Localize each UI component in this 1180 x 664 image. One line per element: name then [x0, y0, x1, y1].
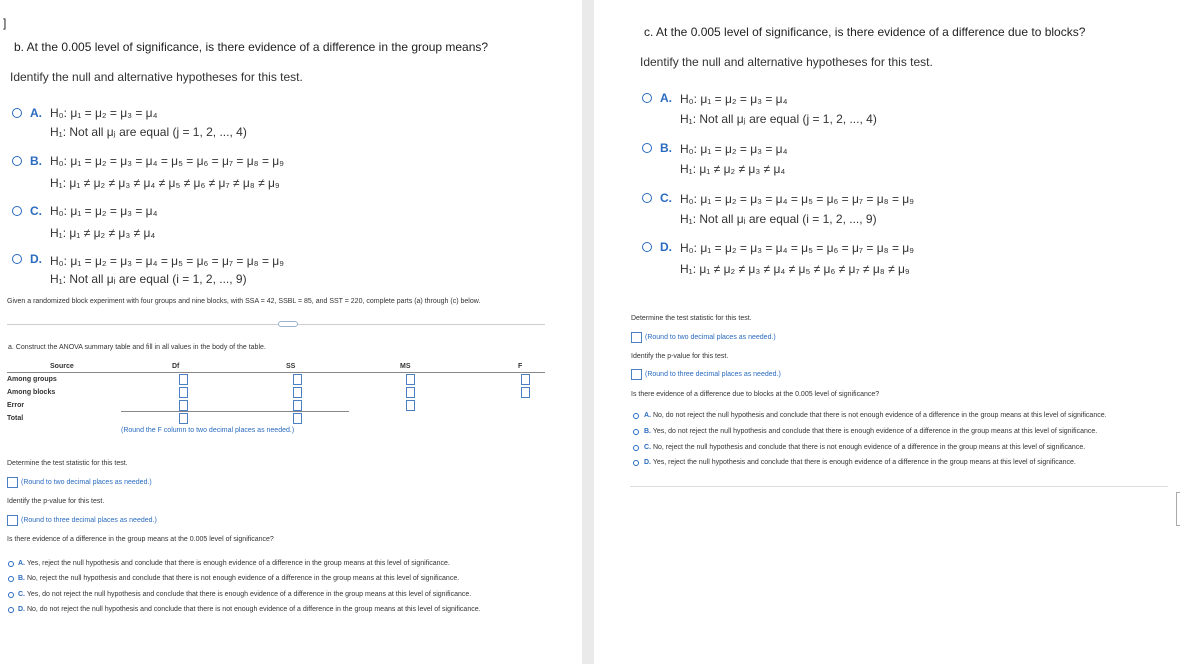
df-total-input[interactable] [179, 413, 188, 424]
option-letter: A. [30, 106, 42, 120]
bracket-mark: ] [3, 16, 7, 30]
alt-hypothesis: H₁: Not all μⱼ are equal (j = 1, 2, ..., 4) [680, 112, 877, 126]
ss-total-input[interactable] [293, 413, 302, 424]
null-hypothesis: H₀: μ₁ = μ₂ = μ₃ = μ₄ [680, 142, 788, 156]
radio-b[interactable] [12, 156, 22, 166]
ss-blocks-input[interactable] [293, 387, 302, 398]
alt-hypothesis: H₁: Not all μⱼ are equal (j = 1, 2, ..., 4) [50, 125, 247, 139]
radio-conclusion-d[interactable] [633, 460, 639, 466]
alt-hypothesis: H₁: μ₁ ≠ μ₂ ≠ μ₃ ≠ μ₄ [50, 226, 156, 240]
conclusion-text: No, reject the null hypothesis and conclude that there is not enough evidence of a difference in the group means at this level of significance. [26, 575, 460, 582]
row-error: Error [7, 402, 25, 409]
left-round-three: (Round to three decimal places as needed.) [21, 517, 157, 524]
right-divider [630, 486, 1168, 487]
right-round-two: (Round to two decimal places as needed.) [645, 334, 776, 341]
right-evidence-question: Is there evidence of a difference due to blocks at the 0.005 level of significance? [631, 391, 880, 398]
part-b-title: b. At the 0.005 level of significance, is there evidence of a difference in the group means? [14, 40, 489, 54]
round-f-note: (Round the F column to two decimal places as needed.) [121, 427, 295, 434]
table-header-line [7, 372, 545, 373]
f-groups-input[interactable] [521, 374, 530, 385]
part-c-title: c. At the 0.005 level of significance, is there evidence of a difference due to blocks? [644, 25, 1086, 39]
conclusion-text: No, do not reject the null hypothesis and conclude that there is not enough evidence of a difference in the group means at this level of significance. [26, 606, 481, 613]
ss-error-input[interactable] [293, 400, 302, 411]
ms-error-input[interactable] [406, 400, 415, 411]
radio-a[interactable] [12, 108, 22, 118]
col-df: Df [172, 363, 180, 370]
right-round-three: (Round to three decimal places as needed.) [645, 371, 781, 378]
option-letter: D. [30, 252, 42, 266]
table-total-line [121, 411, 349, 412]
panel-divider [582, 0, 594, 664]
radio-conclusion-a[interactable] [633, 413, 639, 419]
radio-b[interactable] [642, 143, 652, 153]
radio-d[interactable] [12, 254, 22, 264]
radio-conclusion-c[interactable] [633, 445, 639, 451]
df-blocks-input[interactable] [179, 387, 188, 398]
option-letter: A. [660, 91, 672, 105]
conclusion-text: Yes, reject the null hypothesis and conclude that there is enough evidence of a difference in the group means at this level of significance. [26, 560, 450, 567]
radio-conclusion-b[interactable] [8, 576, 14, 582]
null-hypothesis: H₀: μ₁ = μ₂ = μ₃ = μ₄ = μ₅ = μ₆ = μ₇ = μ₈ = μ₉ [50, 254, 284, 268]
ms-blocks-input[interactable] [406, 387, 415, 398]
right-det-stat: Determine the test statistic for this test. [631, 315, 752, 322]
letter: B. [644, 428, 651, 435]
left-identify-p: Identify the p-value for this test. [7, 498, 105, 505]
df-groups-input[interactable] [179, 374, 188, 385]
null-hypothesis: H₀: μ₁ = μ₂ = μ₃ = μ₄ [50, 106, 158, 120]
left-p-value-input[interactable] [7, 515, 18, 526]
null-hypothesis: H₀: μ₁ = μ₂ = μ₃ = μ₄ [680, 92, 788, 106]
null-hypothesis: H₀: μ₁ = μ₂ = μ₃ = μ₄ = μ₅ = μ₆ = μ₇ = μ₈ = μ₉ [680, 192, 914, 206]
left-identify-text: Identify the null and alternative hypotheses for this test. [10, 70, 303, 84]
alt-hypothesis: H₁: μ₁ ≠ μ₂ ≠ μ₃ ≠ μ₄ [680, 162, 786, 176]
conclusion-text: Yes, do not reject the null hypothesis and conclude that there is enough evidence of a difference in the group means at this level of significance. [26, 591, 472, 598]
ss-groups-input[interactable] [293, 374, 302, 385]
alt-hypothesis: H₁: μ₁ ≠ μ₂ ≠ μ₃ ≠ μ₄ ≠ μ₅ ≠ μ₆ ≠ μ₇ ≠ μ₈ ≠ μ₉ [680, 262, 910, 276]
alt-hypothesis: H₁: Not all μᵢ are equal (i = 1, 2, ..., 9) [680, 212, 877, 226]
given-statement: Given a randomized block experiment with four groups and nine blocks, with SSA = 42, SSBL = 85, and SST = 220, complete parts (a) through (c) below. [7, 298, 481, 305]
alt-hypothesis: H₁: Not all μᵢ are equal (i = 1, 2, ..., 9) [50, 272, 247, 286]
divider [7, 324, 545, 325]
radio-c[interactable] [12, 206, 22, 216]
row-total: Total [7, 415, 24, 422]
option-letter: B. [30, 154, 42, 168]
conclusion-text: No, do not reject the null hypothesis and conclude that there is not enough evidence of a difference in the group means at this level of significance. [652, 412, 1107, 419]
right-test-stat-input[interactable] [631, 332, 642, 343]
letter: C. [18, 591, 25, 598]
option-letter: D. [660, 240, 672, 254]
row-among-groups: Among groups [7, 376, 57, 383]
option-letter: C. [660, 191, 672, 205]
right-identify-p: Identify the p-value for this test. [631, 353, 729, 360]
left-test-stat-input[interactable] [7, 477, 18, 488]
part-a-title: a. Construct the ANOVA summary table and fill in all values in the body of the table. [8, 344, 266, 351]
conclusion-text: Yes, do not reject the null hypothesis and conclude that there is enough evidence of a difference in the group means at this level of significance. [652, 428, 1098, 435]
conclusion-text: No, reject the null hypothesis and conclude that there is not enough evidence of a difference in the group means at this level of significance. [652, 444, 1086, 451]
scroll-indicator [1176, 492, 1180, 526]
col-ss: SS [286, 363, 296, 370]
null-hypothesis: H₀: μ₁ = μ₂ = μ₃ = μ₄ [50, 204, 158, 218]
letter: A. [644, 412, 651, 419]
letter: B. [18, 575, 25, 582]
null-hypothesis: H₀: μ₁ = μ₂ = μ₃ = μ₄ = μ₅ = μ₆ = μ₇ = μ₈ = μ₉ [50, 154, 284, 168]
left-round-two: (Round to two decimal places as needed.) [21, 479, 152, 486]
radio-c[interactable] [642, 193, 652, 203]
left-det-stat: Determine the test statistic for this test. [7, 460, 128, 467]
radio-d[interactable] [642, 242, 652, 252]
null-hypothesis: H₀: μ₁ = μ₂ = μ₃ = μ₄ = μ₅ = μ₆ = μ₇ = μ₈ = μ₉ [680, 241, 914, 255]
letter: A. [18, 560, 25, 567]
radio-conclusion-b[interactable] [633, 429, 639, 435]
expand-dots-button[interactable] [278, 321, 298, 327]
df-error-input[interactable] [179, 400, 188, 411]
radio-conclusion-d[interactable] [8, 607, 14, 613]
col-f: F [518, 363, 523, 370]
letter: D. [18, 606, 25, 613]
option-letter: C. [30, 204, 42, 218]
row-among-blocks: Among blocks [7, 389, 56, 396]
ms-groups-input[interactable] [406, 374, 415, 385]
option-letter: B. [660, 141, 672, 155]
letter: C. [644, 444, 651, 451]
radio-a[interactable] [642, 93, 652, 103]
left-evidence-question: Is there evidence of a difference in the group means at the 0.005 level of significance? [7, 536, 274, 543]
conclusion-text: Yes, reject the null hypothesis and conclude that there is enough evidence of a difference in the group means at this level of significance. [652, 459, 1076, 466]
col-ms: MS [400, 363, 411, 370]
alt-hypothesis: H₁: μ₁ ≠ μ₂ ≠ μ₃ ≠ μ₄ ≠ μ₅ ≠ μ₆ ≠ μ₇ ≠ μ₈ ≠ μ₉ [50, 176, 280, 190]
col-source: Source [50, 363, 74, 370]
radio-conclusion-c[interactable] [8, 592, 14, 598]
radio-conclusion-a[interactable] [8, 561, 14, 567]
f-blocks-input[interactable] [521, 387, 530, 398]
letter: D. [644, 459, 651, 466]
right-identify-text: Identify the null and alternative hypotheses for this test. [640, 55, 933, 69]
right-p-value-input[interactable] [631, 369, 642, 380]
